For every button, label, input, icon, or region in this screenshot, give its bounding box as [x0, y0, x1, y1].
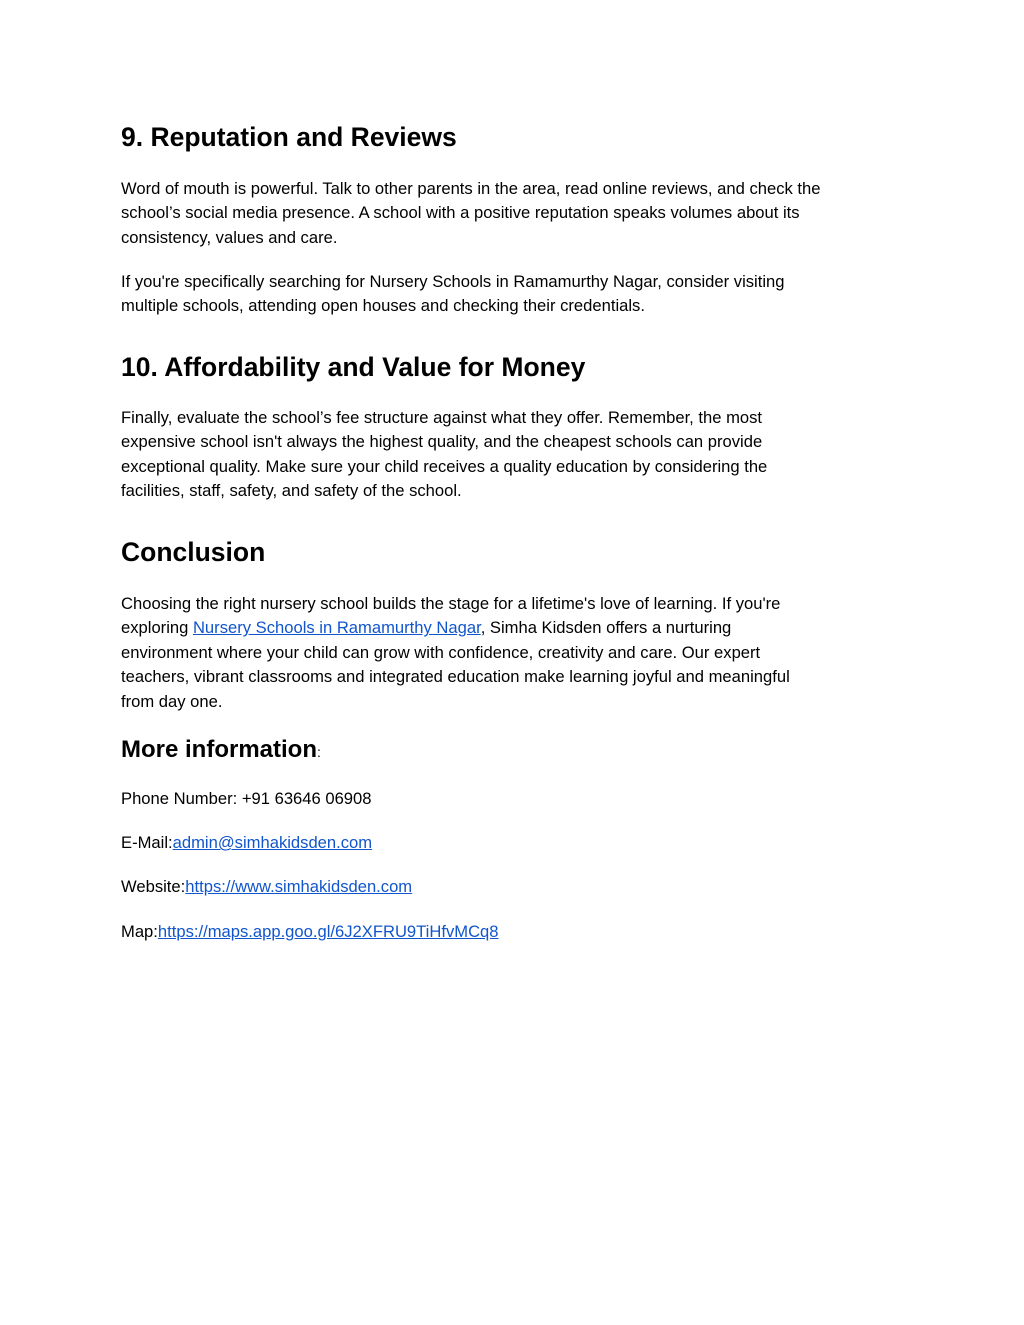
email-line: [121, 831, 911, 855]
map-link[interactable]: https://maps.app.goo.gl/6J2XFRU9TiHfvMCq8: [157, 922, 499, 941]
text-line: from day one.: [121, 691, 223, 711]
text-line: expensive school isn't always the highest quality, and the cheapest schools can provide: [121, 432, 763, 452]
text-segment: , Simha Kidsden offers a nurturing: [480, 618, 732, 638]
text-segment: exploring: [121, 618, 193, 638]
email-label: E-Mail:: [121, 833, 173, 852]
text-line: If you're specifically searching for Nursery Schools in Ramamurthy Nagar, consider visiting: [121, 272, 785, 291]
conclusion-paragraph: [121, 592, 911, 714]
more-info-heading: [121, 735, 321, 767]
map-line: [121, 920, 911, 944]
email-link[interactable]: admin@simhakidsden.com: [172, 833, 373, 852]
conclusion-heading: Conclusion: [121, 537, 266, 567]
section-9-heading: 9. Reputation and Reviews: [121, 122, 457, 152]
more-info-colon: :: [317, 744, 321, 760]
website-label: Website:: [121, 877, 186, 896]
map-label: Map:: [121, 922, 158, 941]
text-line: Choosing the right nursery school builds the stage for a lifetime's love of learning. If you're: [121, 594, 781, 613]
section-10-heading: 10. Affordability and Value for Money: [121, 352, 586, 382]
text-line: [121, 616, 911, 640]
section-9-paragraph-1: [121, 177, 911, 250]
text-line: exceptional quality. Make sure your child receives a quality education by considering the: [121, 456, 768, 476]
section-10-paragraph: [121, 406, 911, 504]
more-info-heading-text: More information: [121, 736, 317, 763]
phone-line: Phone Number: +91 63646 06908: [121, 789, 372, 808]
text-line: facilities, staff, safety, and safety of the school.: [121, 481, 462, 501]
text-line: consistency, values and care.: [121, 227, 338, 247]
nursery-schools-link[interactable]: Nursery Schools in Ramamurthy Nagar: [192, 618, 481, 638]
text-line: teachers, vibrant classrooms and integrated education make learning joyful and meaningful: [121, 667, 790, 687]
text-line: multiple schools, attending open houses and checking their credentials.: [121, 296, 645, 316]
website-link[interactable]: https://www.simhakidsden.com: [185, 877, 413, 896]
text-line: school’s social media presence. A school with a positive reputation speaks volumes about its: [121, 203, 800, 223]
text-line: Finally, evaluate the school’s fee structure against what they offer. Remember, the most: [121, 408, 763, 427]
website-line: [121, 875, 911, 899]
text-line: Word of mouth is powerful. Talk to other parents in the area, read online reviews, and check the: [121, 179, 821, 198]
section-9-paragraph-2: [121, 270, 911, 319]
text-line: environment where your child can grow with confidence, creativity and care. Our expert: [121, 642, 761, 662]
